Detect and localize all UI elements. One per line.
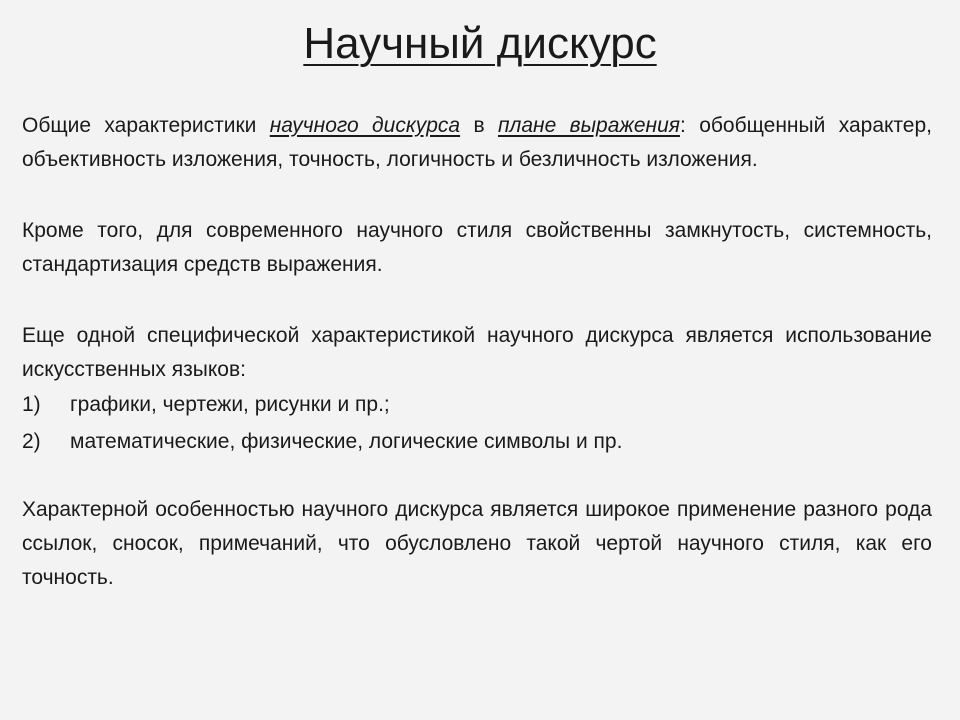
term-expression-plane: плане выражения bbox=[497, 114, 680, 137]
paragraph-1-rest: : обобщенный характер, объективность изложения, точность, логичность и безличность изложения. bbox=[22, 114, 932, 171]
slide-body bbox=[22, 109, 932, 595]
list-item bbox=[22, 390, 932, 427]
paragraph-references: Характерной особенностью научного дискурса является широкое применение разного рода ссылок, сносок, примечаний, что обусловлено такой чертой научного стиля, как его точность. bbox=[22, 498, 932, 589]
list-item-number: 1) bbox=[22, 393, 41, 416]
paragraph-1-intro: Общие характеристики bbox=[22, 114, 270, 137]
list-item-text: графики, чертежи, рисунки и пр.; bbox=[70, 393, 390, 416]
list-item bbox=[22, 427, 932, 464]
paragraph-1-connector: в bbox=[460, 114, 498, 137]
paragraph-artificial-languages: Еще одной специфической характеристикой научного дискурса является использование искусственных языков: bbox=[22, 324, 932, 381]
paragraph-style-features: Кроме того, для современного научного стиля свойственны замкнутость, системность, стандартизация средств выражения. bbox=[22, 219, 932, 276]
paragraph-general-characteristics bbox=[22, 109, 932, 177]
term-scientific-discourse: научного дискурса bbox=[269, 114, 461, 137]
list-item-number: 2) bbox=[22, 430, 41, 453]
artificial-languages-list bbox=[22, 390, 932, 464]
slide-title-text: Научный дискурс bbox=[303, 19, 657, 68]
slide-title bbox=[0, 14, 960, 74]
list-item-text: математические, физические, логические символы и пр. bbox=[70, 430, 623, 453]
